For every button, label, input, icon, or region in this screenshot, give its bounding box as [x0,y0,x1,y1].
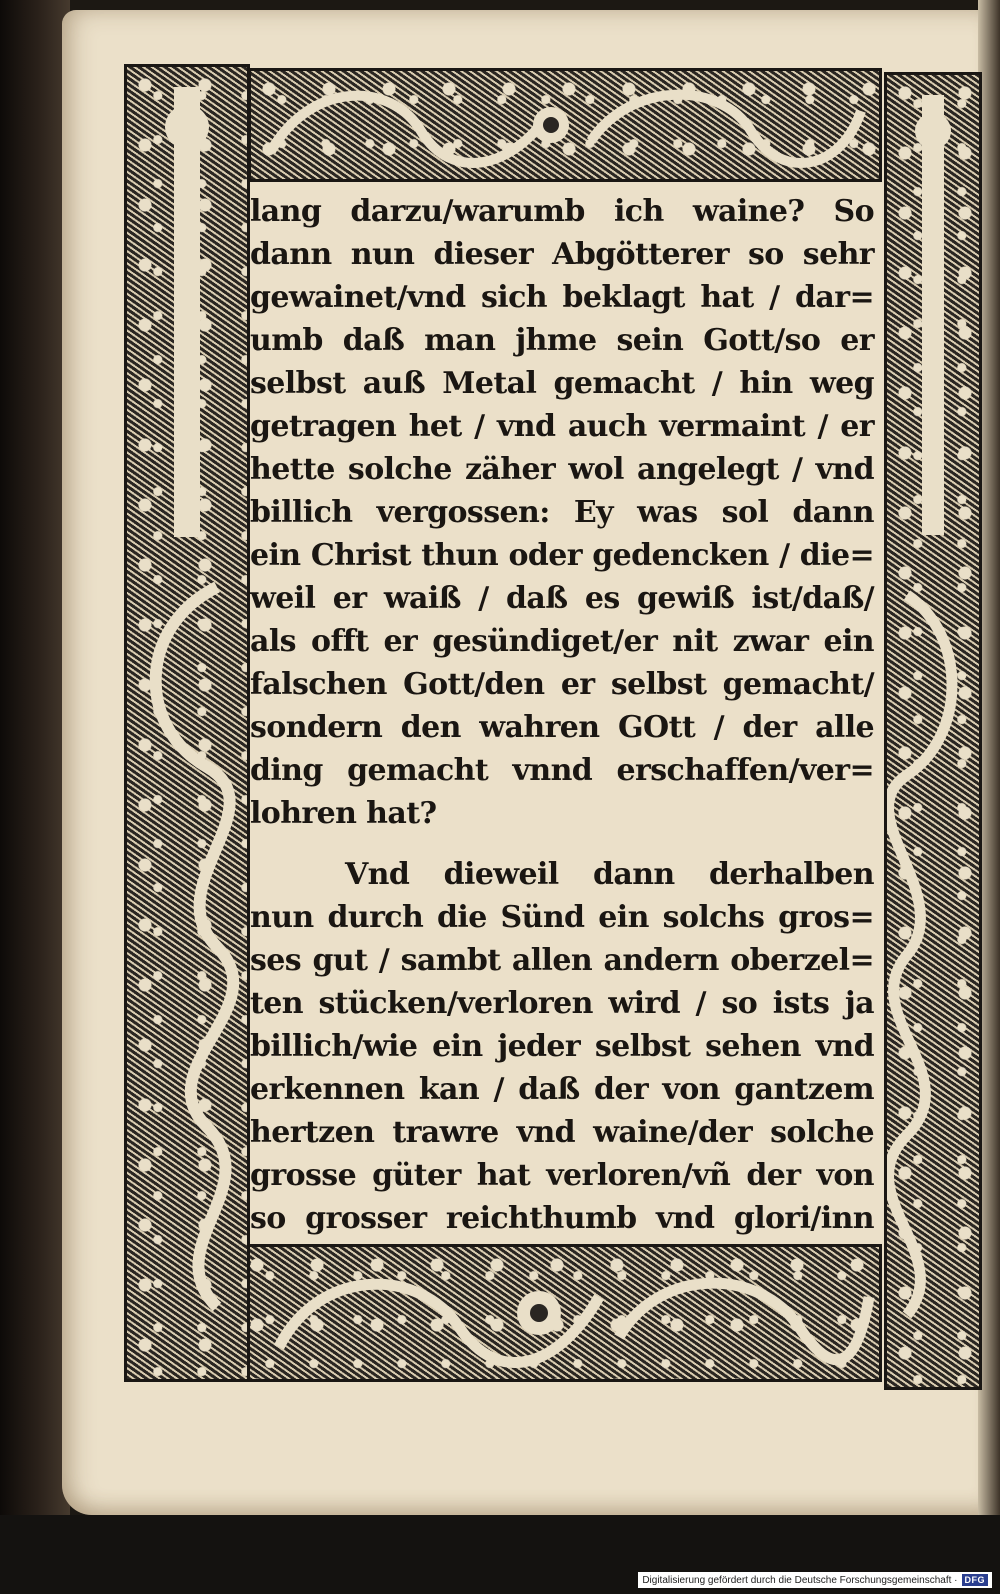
woodcut-border-bottom [236,1244,882,1382]
text-line: falschen Gott/den er selbst gemacht/ [250,667,874,702]
scan-background-left [0,0,70,1594]
text-line: ten stücken/verloren wird / so ists ja [250,986,874,1021]
text-line: lohren hat? [250,796,437,831]
text-line: umb daß man jhme sein Gott/so er [250,323,874,358]
text-line: getragen het / vnd auch vermaint / er [250,409,874,444]
text-line: ding gemacht vnnd erschaffen/ver= [250,753,874,788]
paragraph-gap [250,835,874,853]
text-line: ein Christ thun oder gedencken / die= [250,538,874,573]
page-text-block [250,190,874,1236]
dfg-logo-icon: DFG [962,1574,989,1586]
text-line: billich/wie ein jeder selbst sehen vnd [250,1029,874,1064]
text-line: hette solche zäher wol angelegt / vnd [250,452,874,487]
text-line: nun durch die Sünd ein solchs gros= [250,900,874,935]
text-line: gewainet/vnd sich beklagt hat / dar= [250,280,874,315]
woodcut-border-left [124,64,250,1382]
woodcut-border-right [884,72,982,1390]
text-line: dann nun dieser Abgötterer so sehr [250,237,874,272]
text-line: so grosser reichthumb vnd glori/inn [250,1201,874,1236]
text-line: billich vergossen: Ey was sol dann [250,495,874,530]
text-line: Vnd dieweil dann derhalben [345,857,874,892]
funding-footer [638,1572,992,1588]
woodcut-border-top [248,68,882,182]
footer-text: Digitalisierung gefördert durch die Deutsche Forschungsgemeinschaft · [642,1574,958,1586]
text-line: ses gut / sambt allen andern oberzel= [250,943,874,978]
text-line: erkennen kan / daß der von gantzem [250,1072,874,1107]
text-line: sondern den wahren GOtt / der alle [250,710,874,745]
text-line: selbst auß Metal gemacht / hin weg [250,366,874,401]
text-line: lang darzu/warumb ich waine? So [250,194,874,229]
text-line: weil er waiß / daß es gewiß ist/daß/ [250,581,874,616]
text-line: grosse güter hat verloren/vñ der von [250,1158,874,1193]
text-line: als offt er gesündiget/er nit zwar ein [250,624,874,659]
text-line: hertzen trawre vnd waine/der solche [250,1115,874,1150]
